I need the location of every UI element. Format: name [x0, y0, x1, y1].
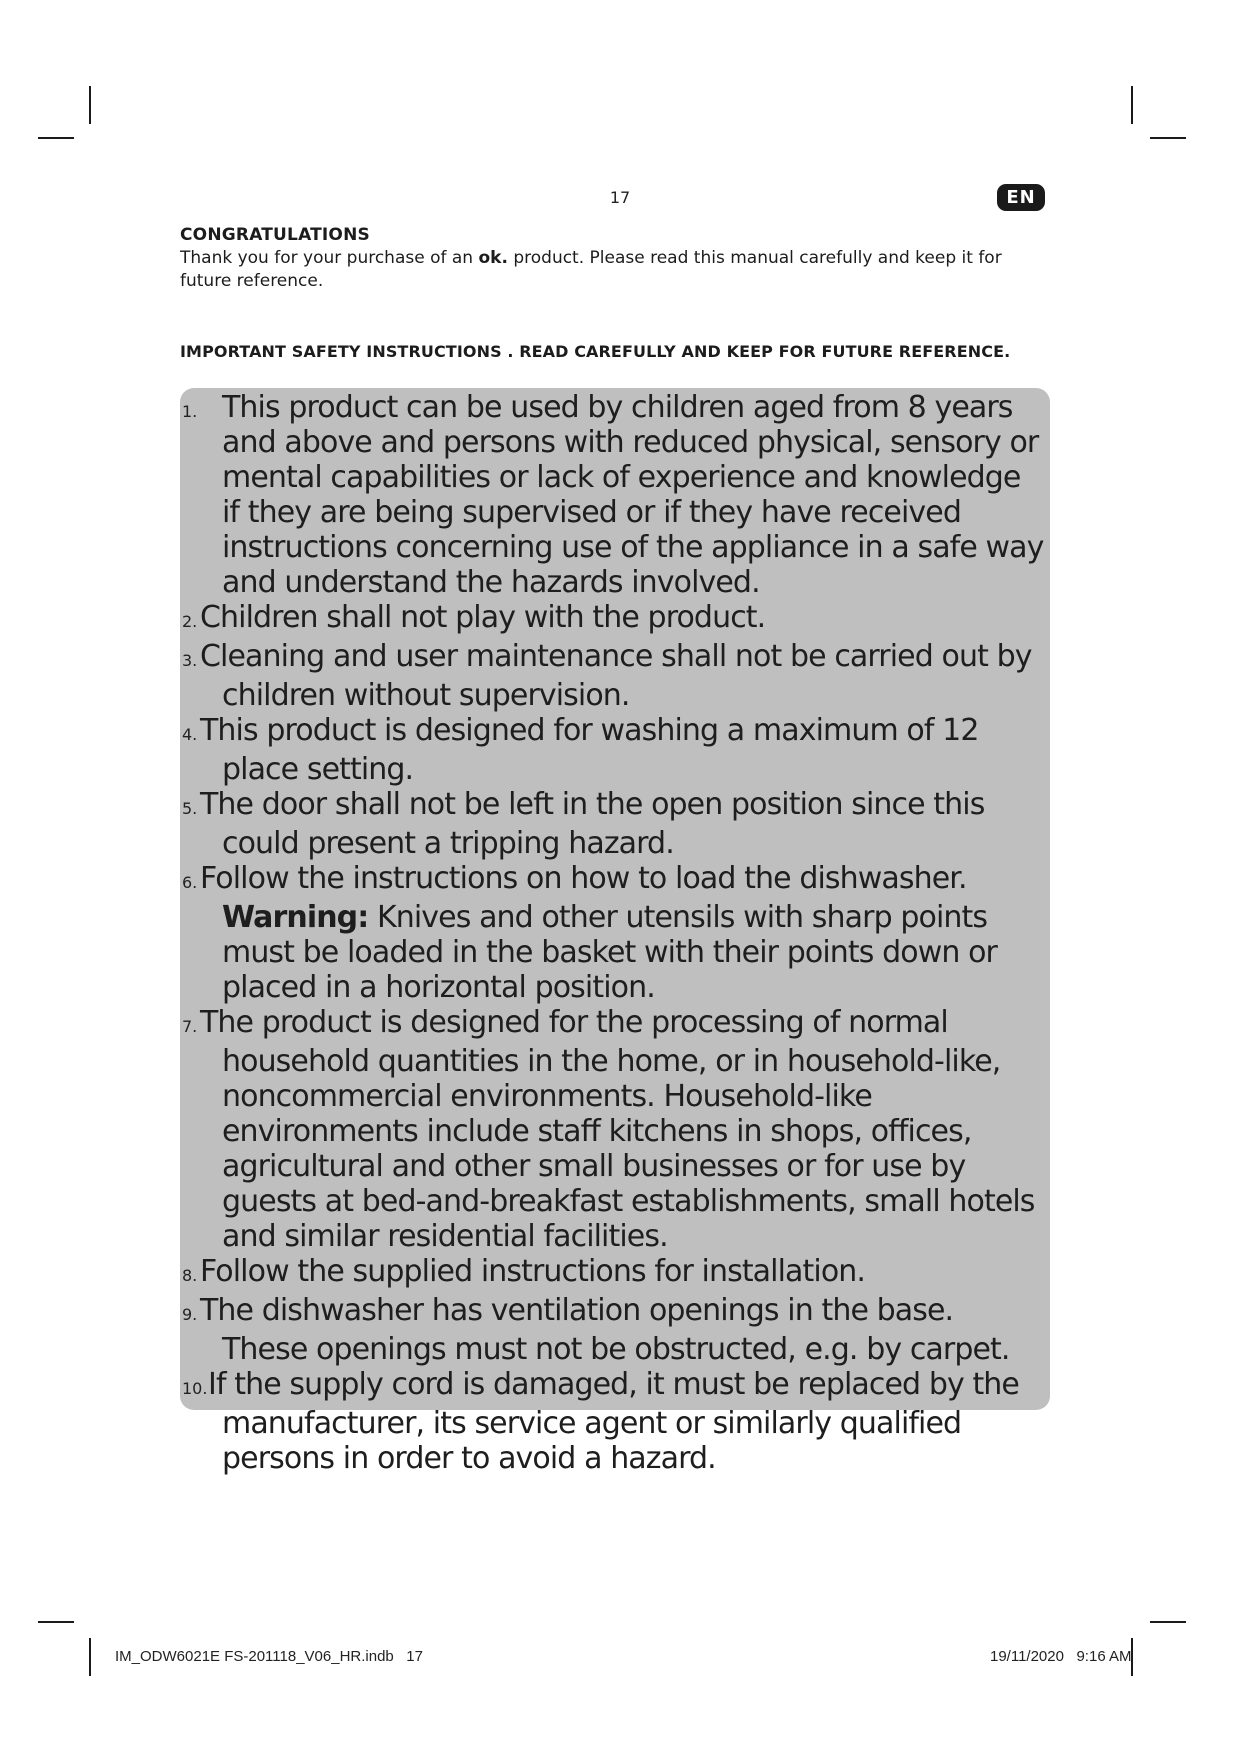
safety-item: [180, 713, 1046, 787]
safety-item: [180, 639, 1046, 713]
crop-mark: [1131, 86, 1133, 124]
safety-item: [180, 1254, 1046, 1293]
item-number: 5.: [182, 799, 198, 818]
item-text: Cleaning and user maintenance shall not be carried out by children without supervision.: [200, 639, 1032, 713]
language-badge: EN: [997, 184, 1045, 211]
brand-name: ok.: [478, 248, 508, 268]
item-text: If the supply cord is damaged, it must be replaced by the manufacturer, its service agent or similarly qualified persons in order to avoid a hazard.: [208, 1367, 1019, 1476]
safety-item: [180, 600, 1046, 639]
item-text: Follow the supplied instructions for installation.: [200, 1254, 866, 1289]
congratulations-title: CONGRATULATIONS: [180, 225, 370, 245]
item-number: 3.: [182, 651, 198, 670]
safety-item: [180, 1367, 1046, 1476]
item-text: The product is designed for the processing of normal household quantities in the home, or in household-like, noncommercial environments. Household-like environments include staff kitchens in shops, offices, agricultural and other small businesses or for use by guests at bed-and-breakfast establishments, small hotels and similar residential facilities.: [200, 1005, 1035, 1254]
item-number: 7.: [182, 1017, 198, 1036]
crop-mark: [89, 86, 91, 124]
item-text: The door shall not be left in the open position since this could present a tripping hazard.: [200, 787, 985, 861]
crop-mark: [1150, 1621, 1186, 1623]
page-number: 17: [609, 188, 631, 207]
footer-file-name: IM_ODW6021E FS-201118_V06_HR.indb 17: [115, 1648, 423, 1665]
item-number: 9.: [182, 1305, 198, 1324]
intro-text-after: product. Please read this manual carefully and keep it for future reference.: [180, 248, 1002, 291]
item-text: This product can be used by children aged from 8 years and above and persons with reduced physical, sensory or mental capabilities or lack of experience and knowledge if they are being supervised or if they have received instructions concerning use of the appliance in a safe way and understand the hazards involved.: [222, 390, 1044, 600]
crop-mark: [89, 1638, 91, 1676]
item-number: 2.: [182, 612, 198, 631]
item-number: 1.: [182, 402, 198, 421]
safety-heading: IMPORTANT SAFETY INSTRUCTIONS . READ CAREFULLY AND KEEP FOR FUTURE REFERENCE.: [180, 342, 1011, 361]
crop-mark: [38, 1621, 74, 1623]
safety-item: [180, 787, 1046, 861]
item-number: 4.: [182, 725, 198, 744]
intro-text-before: Thank you for your purchase of an: [180, 248, 479, 268]
safety-item: [180, 390, 1046, 600]
item-text: The dishwasher has ventilation openings in the base. These openings must not be obstructed, e.g. by carpet.: [200, 1293, 1010, 1367]
item-text: This product is designed for washing a maximum of 12 place setting.: [200, 713, 979, 787]
footer-timestamp: 19/11/2020 9:16 AM: [990, 1648, 1132, 1665]
safety-instructions-box: [180, 388, 1050, 1476]
item-number: 8.: [182, 1266, 198, 1285]
crop-mark: [1150, 137, 1186, 139]
safety-item: [180, 861, 1046, 1005]
item-number: 10.: [182, 1379, 208, 1398]
safety-item: [180, 1005, 1046, 1254]
item-number: 6.: [182, 873, 198, 892]
warning-label: Warning:: [222, 900, 369, 935]
crop-mark: [38, 137, 74, 139]
safety-item: [180, 1293, 1046, 1367]
warning-text: Knives and other utensils with sharp points must be loaded in the basket with their points down or placed in a horizontal position.: [222, 900, 997, 1005]
intro-paragraph: [180, 247, 1050, 293]
item-text: Children shall not play with the product.: [200, 600, 766, 635]
item-text: Follow the instructions on how to load the dishwasher.: [200, 861, 967, 896]
